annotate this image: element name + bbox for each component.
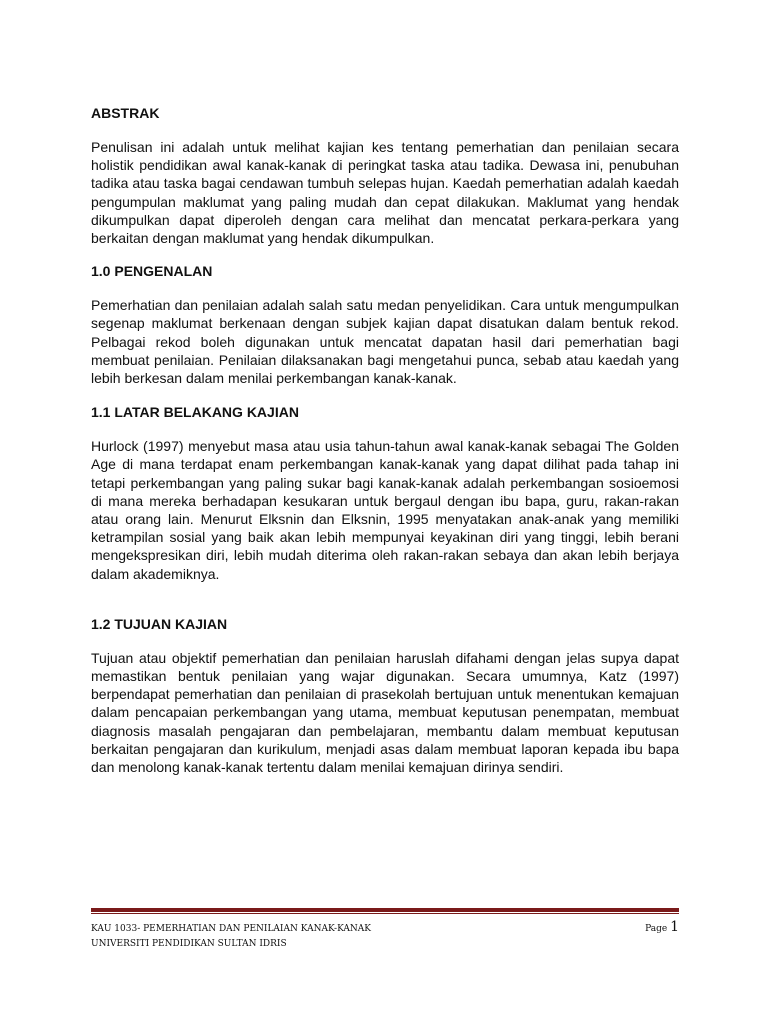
footer-rule-thick: [91, 908, 679, 912]
page-content: [91, 104, 679, 776]
footer-page-indicator: [645, 921, 679, 936]
footer-rule-thin: [91, 913, 679, 914]
footer-row: [91, 921, 679, 936]
abstract-paragraph: Penulisan ini adalah untuk melihat kajian kes tentang pemerhatian dan penilaian secara holistik pendidikan awal kanak-kanak di peringkat taska atau tadika. Dewasa ini, penubuhan tadika atau taska bagai cendawan tumbuh selepas hujan. Kaedah pemerhatian adalah kaedah pengumpulan maklumat yang paling mudah dan cepat dilakukan. Maklumat yang hendak dikumpulkan dapat diperoleh dengan cara melihat dan mencatat perkara-perkara yang berkaitan dengan maklumat yang hendak dikumpulkan.: [91, 139, 679, 247]
page-footer: [91, 908, 679, 951]
introduction-heading: 1.0 PENGENALAN: [91, 263, 213, 280]
abstract-heading: ABSTRAK: [91, 105, 160, 121]
objective-heading: 1.2 TUJUAN KAJIAN: [91, 615, 228, 632]
footer-page-label: Page: [645, 924, 668, 934]
footer-university-name: UNIVERSITI PENDIDIKAN SULTAN IDRIS: [91, 939, 287, 949]
footer-course-title: KAU 1033- PEMERHATIAN DAN PENILAIAN KANAK-KANAK: [91, 924, 372, 934]
background-heading: 1.1 LATAR BELAKANG KAJIAN: [91, 404, 299, 421]
introduction-paragraph: Pemerhatian dan penilaian adalah salah satu medan penyelidikan. Cara untuk mengumpulkan segenap maklumat berkenaan dengan subjek kajian dapat disatukan dalam bentuk rekod. Pelbagai rekod boleh digunakan untuk mencatat dapatan hasil dari pemerhatian bagi membuat penilaian. Penilaian dilaksanakan bagi mengetahui punca, sebab atau kaedah yang lebih berkesan dalam menilai perkembangan kanak-kanak.: [91, 297, 679, 387]
objective-paragraph: Tujuan atau objektif pemerhatian dan penilaian haruslah difahami dengan jelas supya dapat memastikan bentuk penilaian yang wajar digunakan. Secara umumnya, Katz (1997) berpendapat pemerhatian dan penilaian di prasekolah bertujuan untuk menentukan kemajuan dalam pencapaian perkembangan yang utama, membuat keputusan penempatan, membuat diagnosis masalah pengajaran dan pembelajaran, membantu dalam membuat keputusan berkaitan pengajaran dan kurikulum, menjadi asas dalam membuat laporan kepada ibu bapa dan menolong kanak-kanak tertentu dalam menilai kemajuan dirinya sendiri.: [91, 649, 679, 776]
footer-page-number: 1: [670, 919, 679, 935]
background-paragraph: Hurlock (1997) menyebut masa atau usia tahun-tahun awal kanak-kanak sebagai The Golden Age di mana terdapat enam perkembangan kanak-kanak yang dapat dilihat pada tahap ini tetapi perkembangan yang paling sukar bagi kanak-kanak adalah perkembangan sosioemosi di mana mereka berhadapan kesukaran untuk bergaul dengan ibu bapa, guru, rakan-rakan atau orang lain. Menurut Elksnin dan Elksnin, 1995 menyatakan anak-anak yang memiliki ketrampilan sosial yang baik akan lebih mempunyai keyakinan diri yang tinggi, lebih berani mengekspresikan diri, lebih mudah diterima oleh rakan-rakan sebaya dan akan lebih berjaya dalam akademiknya.: [91, 438, 679, 582]
